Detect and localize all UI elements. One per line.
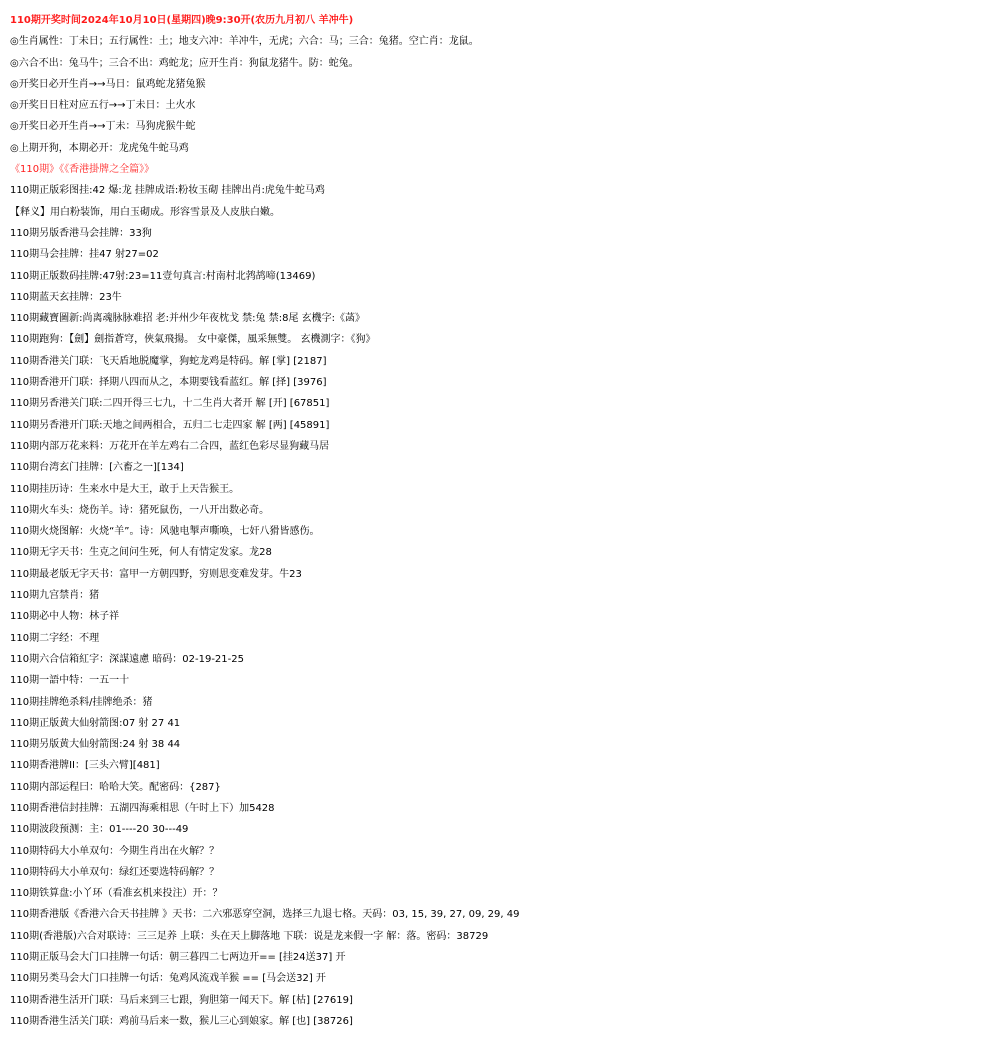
text-line: 110期香港开门联：择期八四而从之，本期要钱看蓝红。解 [择] [3976] bbox=[10, 377, 327, 389]
text-line: 110期香港关门联：飞天盾地脱魔掌，狗蛇龙鸡是特码。解 [掌] [2187] bbox=[10, 355, 327, 367]
text-line: 110期挂历诗：生来水中是大王，敢于上天告猴王。 bbox=[10, 483, 240, 495]
text-line: 110期九宫禁肖：猪 bbox=[10, 590, 100, 602]
text-line: 110期另类马会大门口挂牌一句话：兔鸡风流戏羊猴 == [马会送32] 开 bbox=[10, 973, 326, 985]
text-line: 110期香港版《香港六合天书挂牌 》天书：二六邪恶穿空洞，选择三九退七格。天码：03, 15, 39, 27, 09, 29, 49 bbox=[10, 909, 520, 921]
draw-title-line: 110期开奖时间2024年10月10日(星期四)晚9:30开(农历九月初八 羊冲牛) bbox=[10, 15, 354, 26]
text-line: 110期正版彩图挂:42 爆:龙 挂牌成语:粉妆玉砌 挂牌出肖:虎兔牛蛇马鸡 bbox=[10, 185, 325, 197]
text-line: 110期无字天书：生克之间问生死，何人有情定发家。龙28 bbox=[10, 547, 272, 559]
document-body bbox=[10, 10, 995, 1032]
text-line: 110期特码大小单双句：今期生肖出在火解？？ bbox=[10, 845, 220, 857]
text-line: 【释义】用白粉装饰，用白玉砌成。形容雪景及人皮肤白嫩。 bbox=[10, 206, 280, 218]
text-line: 110期二字经：不理 bbox=[10, 632, 100, 644]
text-line: 110期香港生活关门联：鸡前马后来一数，猴儿三心到娘家。解 [也] [38726] bbox=[10, 1015, 353, 1027]
text-line: ◎上期开狗，本期必开：龙虎兔牛蛇马鸡 bbox=[10, 142, 189, 154]
text-line: 110期内部运程曰：哈哈大笑。配密码：{287} bbox=[10, 781, 221, 793]
text-line: 110期另版香港马会挂牌：33狗 bbox=[10, 227, 152, 239]
text-line: 110期香港生活开门联：马后来到三七跟，狗胆第一闻天下。解 [枯] [27619] bbox=[10, 994, 353, 1006]
text-line: ◎六合不出：兔马牛；三合不出：鸡蛇龙；应开生肖：狗鼠龙猪牛。防：蛇兔。 bbox=[10, 57, 359, 69]
text-line: 110期内部万花来料：万花开在羊左鸡右二合四，蓝红色彩尽显狗藏马居 bbox=[10, 440, 330, 452]
text-line: ◎生肖属性：丁未日；五行属性：土；地支六冲：羊冲牛，无虎；六合：马；三合：兔猪。空亡肖：龙鼠。 bbox=[10, 36, 479, 48]
text-line: 110期最老版无字天书：富甲一方朝四野，穷则思变难发芽。牛23 bbox=[10, 568, 302, 580]
text-line: 110期特码大小单双句：绿红还要选特码解？？ bbox=[10, 866, 220, 878]
text-line: ◎开奖日必开生肖→→马日：鼠鸡蛇龙猪兔猴 bbox=[10, 78, 206, 90]
text-line: 110期另版黄大仙射箭图:24 射 38 44 bbox=[10, 739, 181, 751]
text-line: 110期香港牌II：[三头六臂][481] bbox=[10, 760, 160, 772]
text-line: 110期挂牌绝杀料/挂牌绝杀：猪 bbox=[10, 696, 153, 708]
text-line: 110期香港信封挂牌：五湖四海乘相思（午时上下）加5428 bbox=[10, 802, 275, 814]
text-line: 110期蓝天玄挂牌：23牛 bbox=[10, 291, 122, 303]
text-line: 110期另香港开门联:天地之间两相合，五归二七走四家 解 [两] [45891] bbox=[10, 419, 330, 431]
text-line: 110期藏寶圖新:尚离魂脉脉难招 老:并州少年夜枕戈 禁:兔 禁:8尾 玄機字:《菡》 bbox=[10, 313, 366, 325]
text-line: 110期另香港关门联:二四开得三七九，十二生肖大者开 解 [开] [67851] bbox=[10, 398, 330, 410]
text-line: 110期台湾玄门挂牌：[六畜之一][134] bbox=[10, 462, 184, 474]
text-line: 110期正版数码挂牌:47射:23=11壹句真言:村南村北鹁鸪啼(13469) bbox=[10, 270, 316, 282]
text-line: 110期正版黄大仙射箭图:07 射 27 41 bbox=[10, 717, 181, 729]
text-line: ◎开奖日日柱对应五行→→丁未日：土火水 bbox=[10, 100, 196, 112]
text-line: 110期必中人物：林子祥 bbox=[10, 611, 120, 623]
text-line: 110期正版马会大门口挂牌一句话：朝三暮四二七两边开== [挂24送37] 开 bbox=[10, 952, 346, 964]
text-line: 110期铁算盘:小丫环（看准玄机来投注）开：？ bbox=[10, 888, 223, 900]
text-line: 110期(香港版)六合对联诗：三三足养 上联：头在天上脚落地 下联：说是龙来假一字 解：落。密码：38729 bbox=[10, 930, 489, 942]
text-line: ◎开奖日必开生肖→→丁未：马狗虎猴牛蛇 bbox=[10, 121, 196, 133]
section-heading-line: 《110期》《《香港掛牌之全篇》》 bbox=[10, 164, 155, 176]
text-line: 110期一語中特：一五一十 bbox=[10, 675, 130, 687]
text-line: 110期火烧图解：火烧“羊”。诗：风驰电掣声嘶唤，七奸八猾皆感伤。 bbox=[10, 526, 320, 538]
text-line: 110期火车头：烧伤羊。诗：猪死鼠伤，一八开出数必奇。 bbox=[10, 504, 270, 516]
text-line: 110期六合信箱紅字：深謀遠慮 暗码：02-19-21-25 bbox=[10, 653, 244, 665]
text-line: 110期波段预测：主：01----20 30---49 bbox=[10, 824, 189, 836]
text-line: 110期马会挂牌：挂47 射27=02 bbox=[10, 249, 159, 261]
text-line: 110期跑狗：【劍】劍指蒼穹，俠氣飛揚。 女中豪傑，風采無雙。 玄機測字：《狗》 bbox=[10, 334, 376, 346]
